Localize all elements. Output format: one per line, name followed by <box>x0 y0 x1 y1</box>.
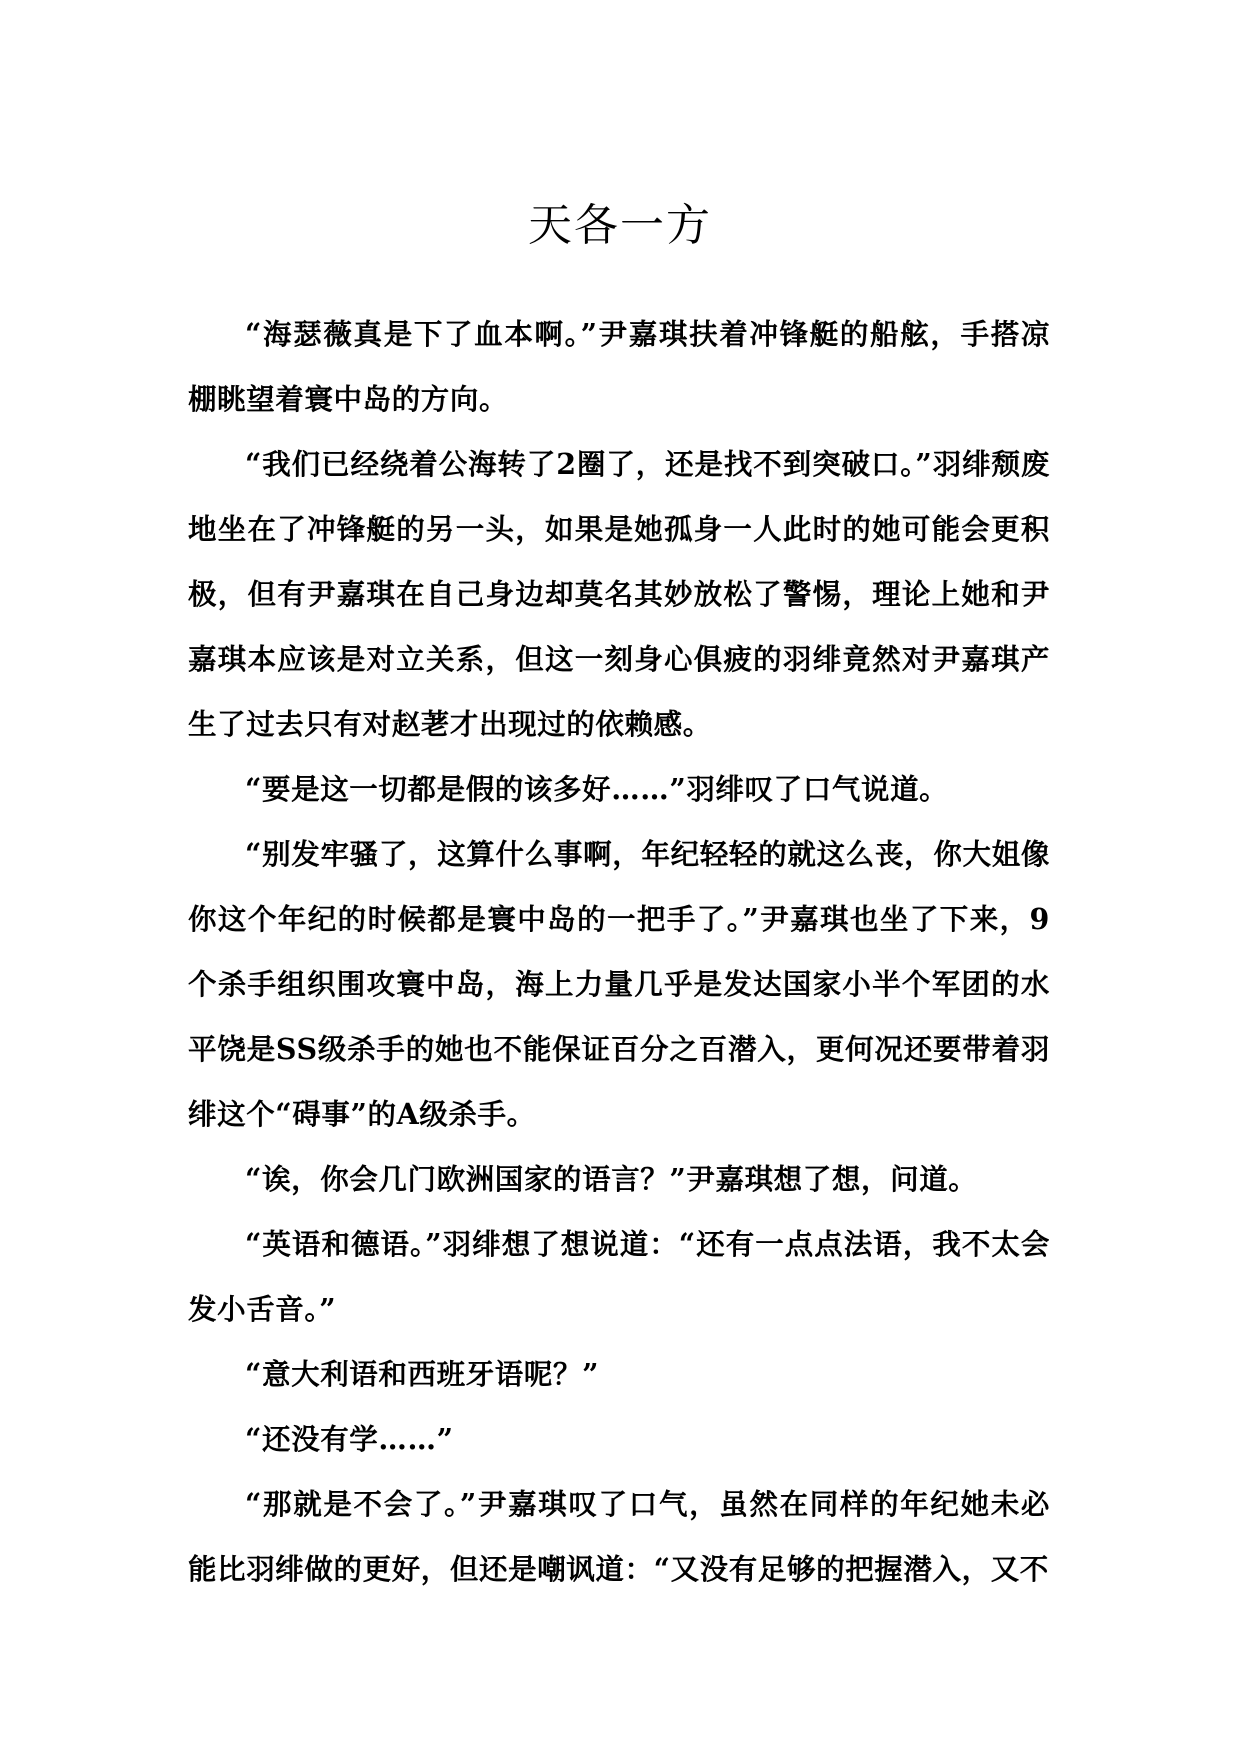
document-body <box>188 302 1050 1602</box>
paragraph: “意大利语和西班牙语呢？” <box>245 1357 600 1391</box>
paragraph: “英语和德语。”羽绯想了想说道：“还有一点点法语，我不太会发小舌音。” <box>188 1227 1050 1326</box>
paragraph: “我们已经绕着公海转了2圈了，还是找不到突破口。”羽绯颓废地坐在了冲锋艇的另一头，如果是她孤身一人此时的她可能会更积极，但有尹嘉琪在自己身边却莫名其妙放松了警惕，理论上她和尹嘉琪本应该是对立关系，但这一刻身心俱疲的羽绯竟然对尹嘉琪产生了过去只有对赵荖才出现过的依赖感。 <box>188 447 1050 741</box>
paragraph: “那就是不会了。”尹嘉琪叹了口气，虽然在同样的年纪她未必能比羽绯做的更好，但还是嘲讽道：“又没有足够的把握潜入，又不 <box>188 1487 1050 1586</box>
paragraph: “诶，你会几门欧洲国家的语言？”尹嘉琪想了想，问道。 <box>245 1162 978 1196</box>
paragraph: “要是这一切都是假的该多好……”羽绯叹了口气说道。 <box>245 772 949 806</box>
paragraph: “海瑟薇真是下了血本啊。”尹嘉琪扶着冲锋艇的船舷，手搭凉棚眺望着寰中岛的方向。 <box>188 317 1050 416</box>
paragraph: “还没有学……” <box>245 1422 454 1456</box>
document-title: 天各一方 <box>528 200 712 251</box>
paragraph: “别发牢骚了，这算什么事啊，年纪轻轻的就这么丧，你大姐像你这个年纪的时候都是寰中岛的一把手了。”尹嘉琪也坐了下来，9个杀手组织围攻寰中岛，海上力量几乎是发达国家小半个军团的水平饶是SS级杀手的她也不能保证百分之百潜入，更何况还要带着羽绯这个“碍事”的A级杀手。 <box>188 837 1050 1131</box>
